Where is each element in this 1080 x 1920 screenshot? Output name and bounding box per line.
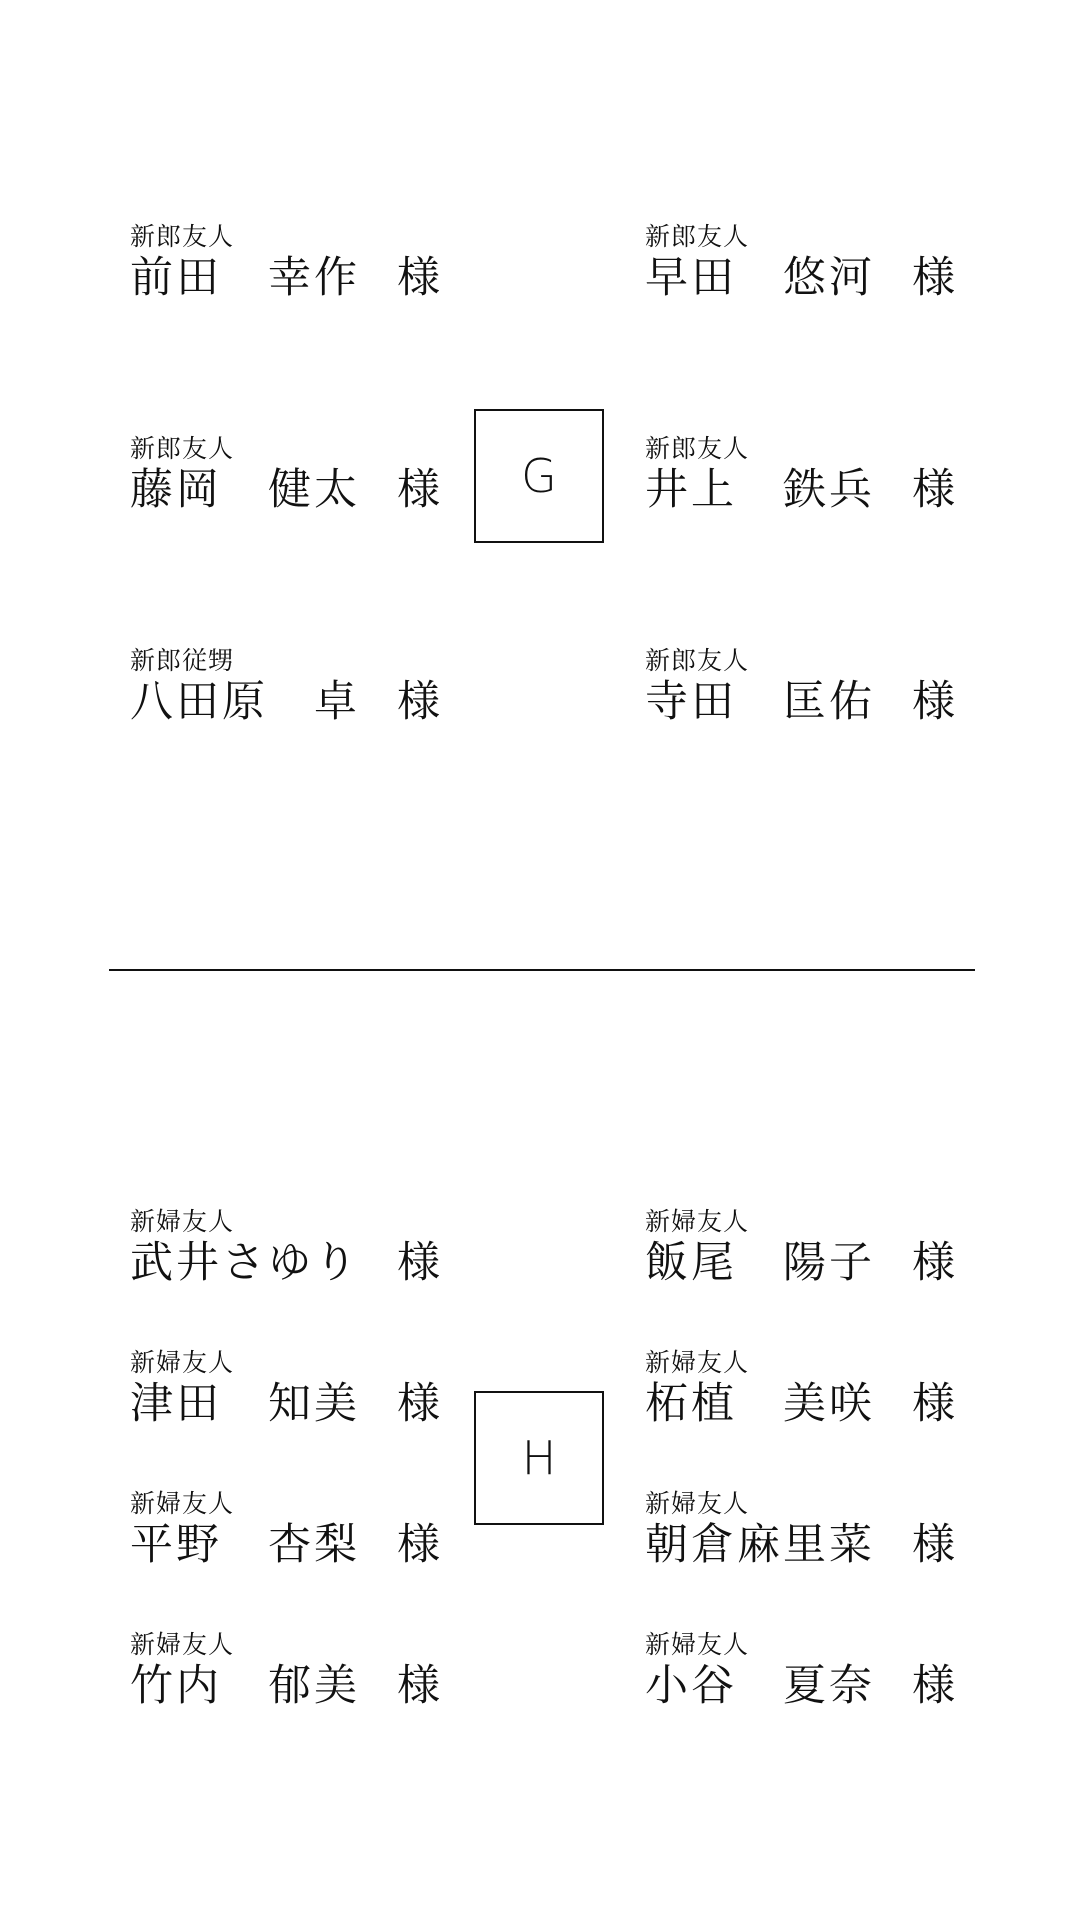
guest-honorific: 様: [397, 1238, 440, 1288]
guest-relation: 新婦友人: [645, 1207, 750, 1236]
guest-name-line: [130, 252, 440, 304]
guest-relation: 新婦友人: [645, 1489, 750, 1518]
guest-name: 平野 杏梨: [130, 1520, 360, 1570]
guest-name-line: [130, 1237, 440, 1289]
guest-name: 早田 悠河: [645, 253, 875, 303]
guest-honorific: 様: [912, 677, 955, 727]
guest-entry: [130, 1630, 440, 1712]
guest-relation: 新婦友人: [645, 1630, 750, 1659]
guest-name: 津田 知美: [130, 1379, 360, 1429]
guest-honorific: 様: [912, 1238, 955, 1288]
table-label: G: [521, 449, 557, 503]
guest-name-line: [130, 676, 440, 728]
guest-relation: 新婦友人: [130, 1348, 235, 1377]
table-label-box: [474, 1391, 604, 1525]
guest-honorific: 様: [397, 1520, 440, 1570]
guest-name-line: [645, 252, 955, 304]
guest-name-line: [645, 1237, 955, 1289]
guest-entry: [130, 222, 440, 304]
guest-name-line: [130, 1519, 440, 1571]
guest-relation: 新婦友人: [130, 1630, 235, 1659]
guest-name: 寺田 匡佑: [645, 677, 875, 727]
guest-entry: [645, 1630, 955, 1712]
guest-entry: [130, 434, 440, 516]
guest-relation: 新婦友人: [130, 1207, 235, 1236]
guest-entry: [645, 646, 955, 728]
guest-entry: [645, 1207, 955, 1289]
guest-relation: 新郎友人: [645, 434, 750, 463]
guest-name-line: [130, 464, 440, 516]
guest-name: 柘植 美咲: [645, 1379, 875, 1429]
guest-relation: 新郎従甥: [130, 646, 235, 675]
guest-name: 竹内 郁美: [130, 1661, 360, 1711]
guest-relation: 新郎友人: [130, 222, 235, 251]
guest-honorific: 様: [912, 1379, 955, 1429]
guest-honorific: 様: [912, 465, 955, 515]
guest-name: 前田 幸作: [130, 253, 360, 303]
guest-entry: [130, 1207, 440, 1289]
guest-name: 八田原 卓: [130, 677, 360, 727]
guest-name: 藤岡 健太: [130, 465, 360, 515]
guest-relation: 新婦友人: [130, 1489, 235, 1518]
guest-honorific: 様: [397, 1661, 440, 1711]
guest-name-line: [645, 464, 955, 516]
guest-relation: 新郎友人: [645, 646, 750, 675]
guest-name-line: [645, 676, 955, 728]
guest-relation: 新郎友人: [130, 434, 235, 463]
guest-name: 武井さゆり: [130, 1238, 360, 1288]
guest-name-line: [130, 1660, 440, 1712]
section-divider: [109, 969, 975, 971]
guest-entry: [130, 1348, 440, 1430]
guest-entry: [645, 434, 955, 516]
guest-name-line: [130, 1378, 440, 1430]
guest-relation: 新郎友人: [645, 222, 750, 251]
guest-honorific: 様: [912, 1661, 955, 1711]
guest-name: 朝倉麻里菜: [645, 1520, 875, 1570]
guest-entry: [645, 1489, 955, 1571]
guest-name-line: [645, 1660, 955, 1712]
guest-honorific: 様: [912, 253, 955, 303]
guest-name: 飯尾 陽子: [645, 1238, 875, 1288]
guest-entry: [130, 646, 440, 728]
guest-name: 小谷 夏奈: [645, 1661, 875, 1711]
guest-entry: [645, 1348, 955, 1430]
guest-name-line: [645, 1519, 955, 1571]
guest-relation: 新婦友人: [645, 1348, 750, 1377]
guest-name: 井上 鉄兵: [645, 465, 875, 515]
guest-honorific: 様: [397, 677, 440, 727]
guest-honorific: 様: [397, 465, 440, 515]
table-label: H: [521, 1431, 557, 1485]
guest-entry: [645, 222, 955, 304]
guest-honorific: 様: [397, 253, 440, 303]
guest-name-line: [645, 1378, 955, 1430]
table-label-box: [474, 409, 604, 543]
guest-entry: [130, 1489, 440, 1571]
guest-honorific: 様: [397, 1379, 440, 1429]
guest-honorific: 様: [912, 1520, 955, 1570]
